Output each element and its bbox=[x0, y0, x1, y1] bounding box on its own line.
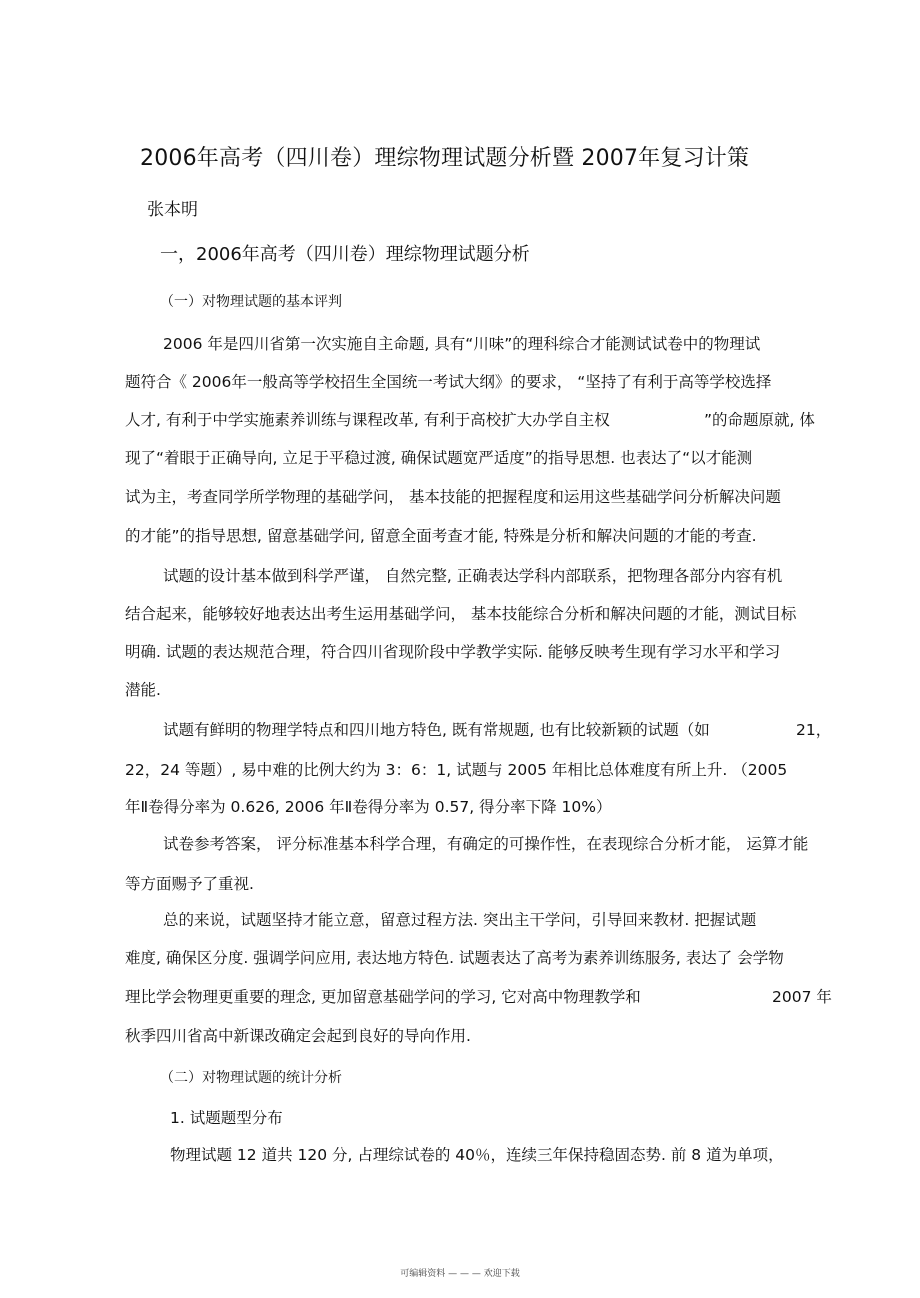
paragraph-line: 秋季四川省高中新课改确定会起到良好的导向作用. bbox=[125, 1027, 471, 1045]
item-heading: 1. 试题题型分布 bbox=[170, 1109, 283, 1127]
subsection-heading: （一）对物理试题的基本评判 bbox=[160, 294, 342, 310]
paragraph-line: 现了“着眼于正确导向, 立足于平稳过渡, 确保试题宽严适度”的指导思想. 也表达了“以才能测 bbox=[125, 449, 753, 467]
paragraph-line: ”的命题原就, 体 bbox=[704, 411, 815, 429]
paragraph-line: 理比学会物理更重要的理念, 更加留意基础学问的学习, 它对高中物理教学和 bbox=[125, 988, 641, 1006]
paragraph-line: 明确. 试题的表达规范合理，符合四川省现阶段中学教学实际. 能够反映考生现有学习水平和学习 bbox=[125, 643, 781, 661]
page-footer: 可编辑资料 — — — 欢迎下载 bbox=[400, 1269, 520, 1279]
author-name: 张本明 bbox=[147, 200, 198, 220]
paragraph-line: 潜能. bbox=[125, 681, 161, 699]
paragraph-line: 试为主，考查同学所学物理的基础学问， 基本技能的把握程度和运用这些基础学问分析解决问题 bbox=[125, 488, 781, 506]
paragraph-line: 等方面赐予了重视. bbox=[125, 875, 254, 893]
paragraph-line: 21， bbox=[796, 721, 832, 739]
paragraph-line: 试题有鲜明的物理学特点和四川地方特色, 既有常规题, 也有比较新颖的试题（如 bbox=[163, 721, 710, 739]
section-heading: 一，2006年高考（四川卷）理综物理试题分析 bbox=[160, 244, 530, 265]
paragraph-line: 2007 年 bbox=[772, 988, 832, 1006]
paragraph-line: 总的来说，试题坚持才能立意，留意过程方法. 突出主干学问，引导回来教材. 把握试题 bbox=[163, 911, 757, 929]
paragraph-line: 难度, 确保区分度. 强调学问应用, 表达地方特色. 试题表达了高考为素养训练服务, 表达了 会学物 bbox=[125, 949, 784, 967]
document-title: 2006年高考（四川卷）理综物理试题分析暨 2007年复习计策 bbox=[140, 146, 750, 171]
paragraph-line: 2006 年是四川省第一次实施自主命题, 具有“川味”的理科综合才能测试试卷中的物理试 bbox=[163, 335, 761, 353]
paragraph-line: 年Ⅱ卷得分率为 0.626, 2006 年Ⅱ卷得分率为 0.57, 得分率下降 10%） bbox=[125, 798, 612, 816]
paragraph-line: 的才能”的指导思想, 留意基础学问, 留意全面考查才能, 特殊是分析和解决问题的才能的考查. bbox=[125, 527, 757, 545]
paragraph-line: 人才, 有利于中学实施素养训练与课程改革, 有利于高校扩大办学自主权 bbox=[125, 411, 610, 429]
paragraph-line: 结合起来，能够较好地表达出考生运用基础学问， 基本技能综合分析和解决问题的才能，测试目标 bbox=[125, 605, 797, 623]
subsection-heading: （二）对物理试题的统计分析 bbox=[160, 1070, 342, 1086]
paragraph-line: 22，24 等题）, 易中难的比例大约为 3：6：1, 试题与 2005 年相比总体难度有所上升. （2005 bbox=[125, 761, 788, 779]
paragraph-line: 物理试题 12 道共 120 分, 占理综试卷的 40％，连续三年保持稳固态势. 前 8 道为单项， bbox=[170, 1146, 784, 1164]
paragraph-line: 题符合《 2006年一般高等学校招生全国统一考试大纲》的要求， “坚持了有利于高等学校选择 bbox=[125, 373, 772, 391]
paragraph-line: 试卷参考答案， 评分标准基本科学合理，有确定的可操作性，在表现综合分析才能， 运算才能 bbox=[163, 835, 809, 853]
paragraph-line: 试题的设计基本做到科学严谨， 自然完整, 正确表达学科内部联系，把物理各部分内容有机 bbox=[163, 567, 783, 585]
